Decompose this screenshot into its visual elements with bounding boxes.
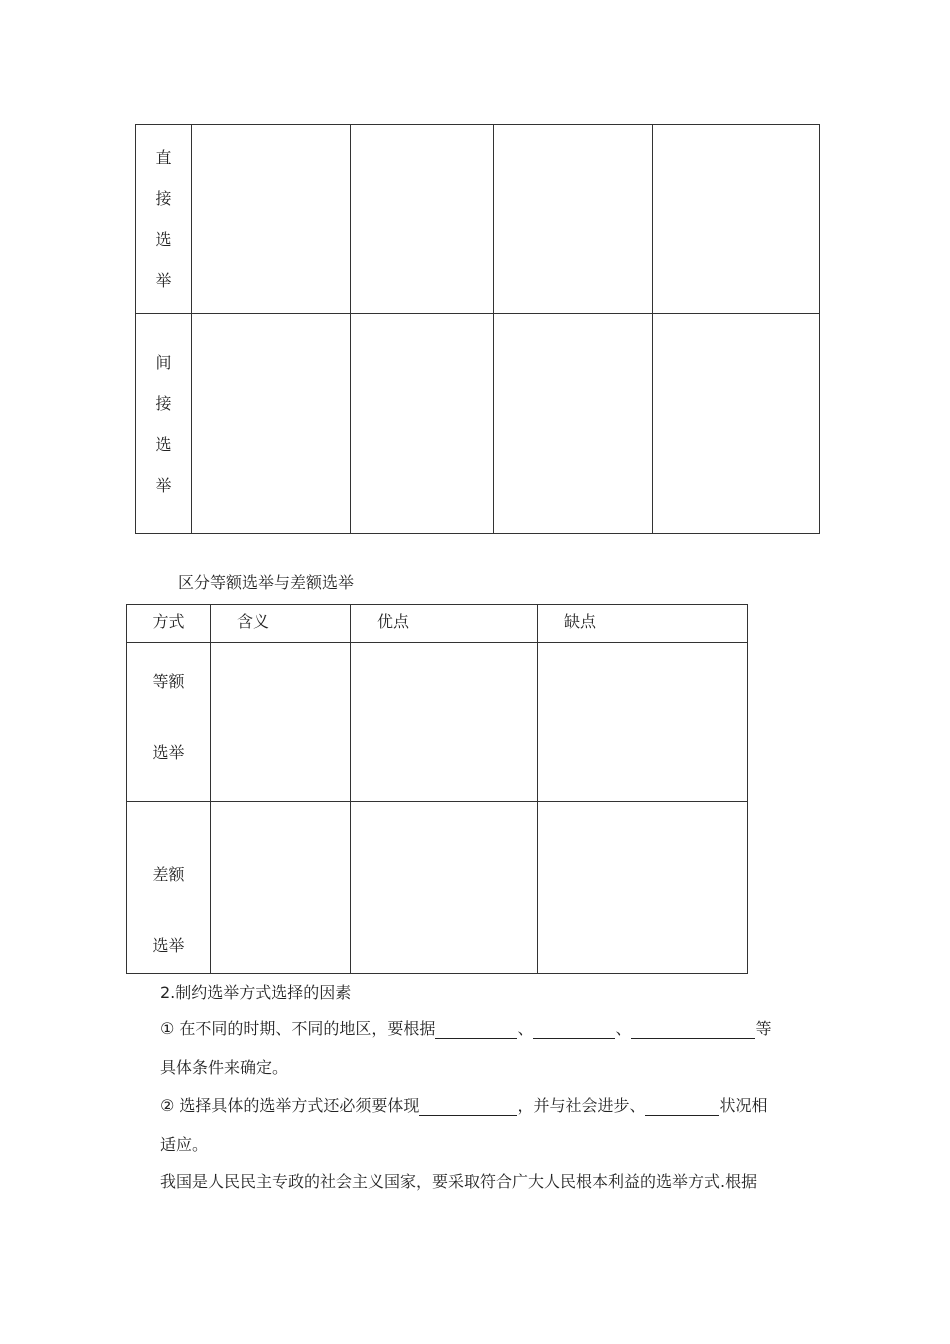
item1-continuation: 具体条件来确定。 — [160, 1058, 289, 1077]
paragraph: 我国是人民民主专政的社会主义国家，要采取符合广大人民根本利益的选举方式.根据 — [160, 1172, 758, 1191]
table-cell[interactable] — [538, 643, 748, 802]
section-heading: 2.制约选举方式选择的因素 — [160, 983, 352, 1002]
item2-continuation: 适应。 — [160, 1135, 209, 1154]
election-type-table — [135, 124, 820, 534]
fill-blank[interactable] — [419, 1097, 517, 1116]
header-method: 方式 — [127, 605, 211, 643]
item1-line: ① 在不同的时期、不同的地区，要根据 、 、 等 — [160, 1019, 772, 1038]
header-disadvantages: 缺点 — [538, 605, 748, 643]
table-cell[interactable] — [351, 314, 494, 534]
table-cell[interactable] — [192, 125, 351, 314]
row-label-indirect-election: 间 接 选 举 — [136, 314, 192, 534]
table-row — [127, 802, 748, 974]
table-row — [127, 643, 748, 802]
table-cell[interactable] — [211, 802, 351, 974]
table-cell[interactable] — [494, 125, 653, 314]
table-cell[interactable] — [653, 125, 820, 314]
header-meaning: 含义 — [211, 605, 351, 643]
fill-blank[interactable] — [533, 1020, 615, 1039]
table-row — [136, 125, 820, 314]
table2-caption: 区分等额选举与差额选举 — [178, 573, 355, 592]
fill-blank[interactable] — [645, 1097, 719, 1116]
table-cell[interactable] — [211, 643, 351, 802]
row-label-direct-election: 直 接 选 举 — [136, 125, 192, 314]
table-row — [136, 314, 820, 534]
table-header-row — [127, 605, 748, 643]
row-label-equal-election: 等额 选举 — [127, 643, 211, 802]
header-advantages: 优点 — [351, 605, 538, 643]
fill-blank[interactable] — [435, 1020, 517, 1039]
table-cell[interactable] — [494, 314, 653, 534]
table-cell[interactable] — [192, 314, 351, 534]
table-cell[interactable] — [351, 125, 494, 314]
table-cell[interactable] — [653, 314, 820, 534]
row-label-competitive-election: 差额 选举 — [127, 802, 211, 974]
table-cell[interactable] — [538, 802, 748, 974]
table-cell[interactable] — [351, 802, 538, 974]
table-cell[interactable] — [351, 643, 538, 802]
fill-blank[interactable] — [631, 1020, 755, 1039]
item2-line: ② 选择具体的选举方式还必须要体现 ，并与社会进步、 状况相 — [160, 1096, 768, 1115]
election-comparison-table — [126, 604, 748, 974]
